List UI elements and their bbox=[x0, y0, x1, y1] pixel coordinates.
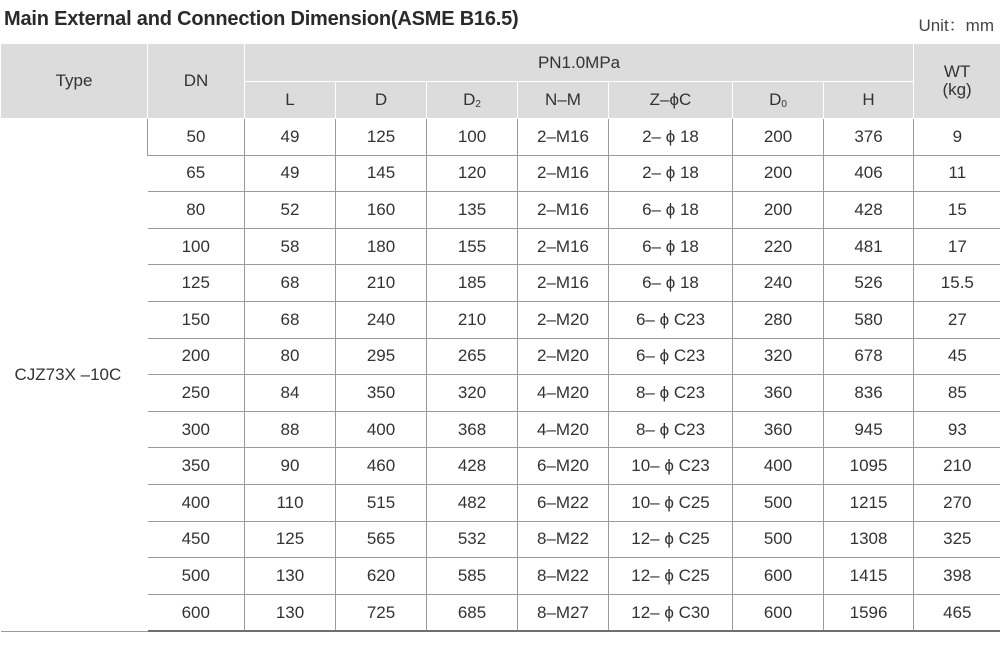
table-row bbox=[1, 375, 1000, 412]
cell-l: 49 bbox=[245, 119, 336, 156]
cell-d2: 585 bbox=[427, 558, 518, 595]
cell-h: 481 bbox=[824, 228, 914, 265]
cell-wt: 270 bbox=[914, 484, 1000, 521]
cell-dn: 150 bbox=[148, 301, 245, 338]
cell-z-phi-c: 10– ϕ C25 bbox=[609, 484, 733, 521]
cell-l: 68 bbox=[245, 265, 336, 302]
header-h bbox=[824, 82, 914, 119]
cell-z-phi-c: 6– ϕ 18 bbox=[609, 265, 733, 302]
cell-d2: 685 bbox=[427, 594, 518, 631]
sub-header-subscript: 0 bbox=[781, 99, 787, 110]
cell-z-phi-c: 8– ϕ C23 bbox=[609, 411, 733, 448]
cell-z-phi-c: 12– ϕ C25 bbox=[609, 558, 733, 595]
cell-z-phi-c: 12– ϕ C25 bbox=[609, 521, 733, 558]
cell-dn: 125 bbox=[148, 265, 245, 302]
cell-dn: 200 bbox=[148, 338, 245, 375]
cell-z-phi-c: 8– ϕ C23 bbox=[609, 375, 733, 412]
cell-n-m: 8–M22 bbox=[518, 558, 609, 595]
cell-d2: 185 bbox=[427, 265, 518, 302]
cell-d2: 135 bbox=[427, 192, 518, 229]
cell-z-phi-c: 6– ϕ C23 bbox=[609, 338, 733, 375]
cell-wt: 325 bbox=[914, 521, 1000, 558]
cell-n-m: 6–M22 bbox=[518, 484, 609, 521]
header-pressure-group: PN1.0MPa bbox=[245, 44, 914, 82]
cell-d: 240 bbox=[336, 301, 427, 338]
header-type: Type bbox=[1, 44, 148, 119]
cell-h: 945 bbox=[824, 411, 914, 448]
table-row bbox=[1, 594, 1000, 631]
cell-d2: 368 bbox=[427, 411, 518, 448]
cell-dn: 450 bbox=[148, 521, 245, 558]
cell-n-m: 2–M16 bbox=[518, 119, 609, 156]
table-row bbox=[1, 301, 1000, 338]
cell-d: 350 bbox=[336, 375, 427, 412]
cell-h: 1308 bbox=[824, 521, 914, 558]
cell-d: 725 bbox=[336, 594, 427, 631]
cell-z-phi-c: 6– ϕ 18 bbox=[609, 228, 733, 265]
cell-d2: 482 bbox=[427, 484, 518, 521]
header-d0 bbox=[733, 82, 824, 119]
cell-d2: 210 bbox=[427, 301, 518, 338]
cell-d: 180 bbox=[336, 228, 427, 265]
header-weight-label: WT bbox=[943, 62, 971, 81]
cell-wt: 85 bbox=[914, 375, 1000, 412]
cell-z-phi-c: 6– ϕ 18 bbox=[609, 192, 733, 229]
header-weight bbox=[914, 44, 1000, 119]
cell-dn: 80 bbox=[148, 192, 245, 229]
cell-wt: 11 bbox=[914, 155, 1000, 192]
sub-header-text: H bbox=[862, 90, 875, 109]
cell-n-m: 2–M16 bbox=[518, 228, 609, 265]
cell-n-m: 8–M22 bbox=[518, 521, 609, 558]
cell-n-m: 2–M16 bbox=[518, 265, 609, 302]
cell-l: 125 bbox=[245, 521, 336, 558]
cell-l: 84 bbox=[245, 375, 336, 412]
cell-h: 1215 bbox=[824, 484, 914, 521]
page-title: Main External and Connection Dimension(ASME B16.5) bbox=[4, 8, 519, 30]
cell-dn: 250 bbox=[148, 375, 245, 412]
cell-dn: 350 bbox=[148, 448, 245, 485]
cell-d0: 280 bbox=[733, 301, 824, 338]
cell-wt: 398 bbox=[914, 558, 1000, 595]
cell-d0: 600 bbox=[733, 594, 824, 631]
header-n-m bbox=[518, 82, 609, 119]
unit-label: Unit：mm bbox=[918, 16, 994, 35]
cell-z-phi-c: 12– ϕ C30 bbox=[609, 594, 733, 631]
cell-dn: 300 bbox=[148, 411, 245, 448]
header-l bbox=[245, 82, 336, 119]
cell-d2: 532 bbox=[427, 521, 518, 558]
header-z-phi-c bbox=[609, 82, 733, 119]
cell-wt: 15.5 bbox=[914, 265, 1000, 302]
cell-d2: 100 bbox=[427, 119, 518, 156]
cell-d0: 360 bbox=[733, 375, 824, 412]
cell-d0: 320 bbox=[733, 338, 824, 375]
cell-dn: 65 bbox=[148, 155, 245, 192]
sub-header-text: N–M bbox=[545, 90, 581, 109]
table-row bbox=[1, 484, 1000, 521]
cell-d: 295 bbox=[336, 338, 427, 375]
cell-dn: 100 bbox=[148, 228, 245, 265]
cell-n-m: 2–M20 bbox=[518, 338, 609, 375]
cell-h: 1596 bbox=[824, 594, 914, 631]
cell-d2: 320 bbox=[427, 375, 518, 412]
cell-d0: 600 bbox=[733, 558, 824, 595]
cell-d: 460 bbox=[336, 448, 427, 485]
cell-l: 130 bbox=[245, 558, 336, 595]
sub-header-text: D bbox=[769, 90, 782, 109]
table-row bbox=[1, 192, 1000, 229]
cell-n-m: 2–M16 bbox=[518, 192, 609, 229]
cell-d: 400 bbox=[336, 411, 427, 448]
sub-header-text: L bbox=[285, 90, 295, 109]
cell-d0: 200 bbox=[733, 192, 824, 229]
cell-h: 406 bbox=[824, 155, 914, 192]
cell-h: 376 bbox=[824, 119, 914, 156]
cell-d: 160 bbox=[336, 192, 427, 229]
cell-z-phi-c: 2– ϕ 18 bbox=[609, 155, 733, 192]
table-row bbox=[1, 448, 1000, 485]
cell-d0: 360 bbox=[733, 411, 824, 448]
cell-h: 1095 bbox=[824, 448, 914, 485]
cell-z-phi-c: 6– ϕ C23 bbox=[609, 301, 733, 338]
cell-d0: 500 bbox=[733, 521, 824, 558]
cell-wt: 45 bbox=[914, 338, 1000, 375]
cell-l: 130 bbox=[245, 594, 336, 631]
cell-d0: 500 bbox=[733, 484, 824, 521]
cell-h: 428 bbox=[824, 192, 914, 229]
cell-dn: 400 bbox=[148, 484, 245, 521]
cell-h: 580 bbox=[824, 301, 914, 338]
cell-z-phi-c: 2– ϕ 18 bbox=[609, 119, 733, 156]
table-row bbox=[1, 338, 1000, 375]
cell-d2: 265 bbox=[427, 338, 518, 375]
table-row bbox=[1, 411, 1000, 448]
cell-wt: 9 bbox=[914, 119, 1000, 156]
cell-wt: 27 bbox=[914, 301, 1000, 338]
cell-l: 90 bbox=[245, 448, 336, 485]
cell-d: 125 bbox=[336, 119, 427, 156]
cell-d0: 240 bbox=[733, 265, 824, 302]
cell-dn: 500 bbox=[148, 558, 245, 595]
cell-wt: 465 bbox=[914, 594, 1000, 631]
cell-d0: 400 bbox=[733, 448, 824, 485]
cell-n-m: 4–M20 bbox=[518, 411, 609, 448]
cell-l: 58 bbox=[245, 228, 336, 265]
cell-d: 620 bbox=[336, 558, 427, 595]
cell-l: 68 bbox=[245, 301, 336, 338]
cell-l: 88 bbox=[245, 411, 336, 448]
cell-l: 110 bbox=[245, 484, 336, 521]
header-d2 bbox=[427, 82, 518, 119]
table-row bbox=[1, 155, 1000, 192]
table-row bbox=[1, 119, 1000, 156]
cell-h: 526 bbox=[824, 265, 914, 302]
sub-header-text: D bbox=[374, 90, 388, 109]
cell-n-m: 2–M20 bbox=[518, 301, 609, 338]
cell-type: CJZ73X –10C bbox=[1, 119, 148, 632]
cell-h: 678 bbox=[824, 338, 914, 375]
cell-wt: 93 bbox=[914, 411, 1000, 448]
cell-d: 565 bbox=[336, 521, 427, 558]
cell-d2: 155 bbox=[427, 228, 518, 265]
sub-header-subscript: 2 bbox=[475, 99, 481, 110]
cell-n-m: 8–M27 bbox=[518, 594, 609, 631]
cell-d0: 200 bbox=[733, 155, 824, 192]
sub-header-text: Z–ϕC bbox=[649, 90, 692, 109]
sub-header-text: D bbox=[463, 90, 476, 109]
cell-wt: 17 bbox=[914, 228, 1000, 265]
cell-h: 836 bbox=[824, 375, 914, 412]
cell-d: 515 bbox=[336, 484, 427, 521]
cell-l: 49 bbox=[245, 155, 336, 192]
cell-l: 52 bbox=[245, 192, 336, 229]
cell-d0: 200 bbox=[733, 119, 824, 156]
cell-wt: 15 bbox=[914, 192, 1000, 229]
cell-d2: 428 bbox=[427, 448, 518, 485]
cell-d: 210 bbox=[336, 265, 427, 302]
cell-d2: 120 bbox=[427, 155, 518, 192]
cell-n-m: 2–M16 bbox=[518, 155, 609, 192]
header-dn: DN bbox=[148, 44, 245, 119]
table-row bbox=[1, 228, 1000, 265]
cell-dn: 600 bbox=[148, 594, 245, 631]
cell-z-phi-c: 10– ϕ C23 bbox=[609, 448, 733, 485]
header-weight-unit: (kg) bbox=[942, 80, 972, 99]
table-row bbox=[1, 265, 1000, 302]
dimension-table bbox=[0, 43, 1000, 632]
cell-d0: 220 bbox=[733, 228, 824, 265]
cell-dn: 50 bbox=[148, 119, 245, 156]
table-row bbox=[1, 521, 1000, 558]
cell-d: 145 bbox=[336, 155, 427, 192]
cell-n-m: 4–M20 bbox=[518, 375, 609, 412]
cell-l: 80 bbox=[245, 338, 336, 375]
cell-h: 1415 bbox=[824, 558, 914, 595]
cell-n-m: 6–M20 bbox=[518, 448, 609, 485]
table-row bbox=[1, 558, 1000, 595]
cell-wt: 210 bbox=[914, 448, 1000, 485]
header-d bbox=[336, 82, 427, 119]
